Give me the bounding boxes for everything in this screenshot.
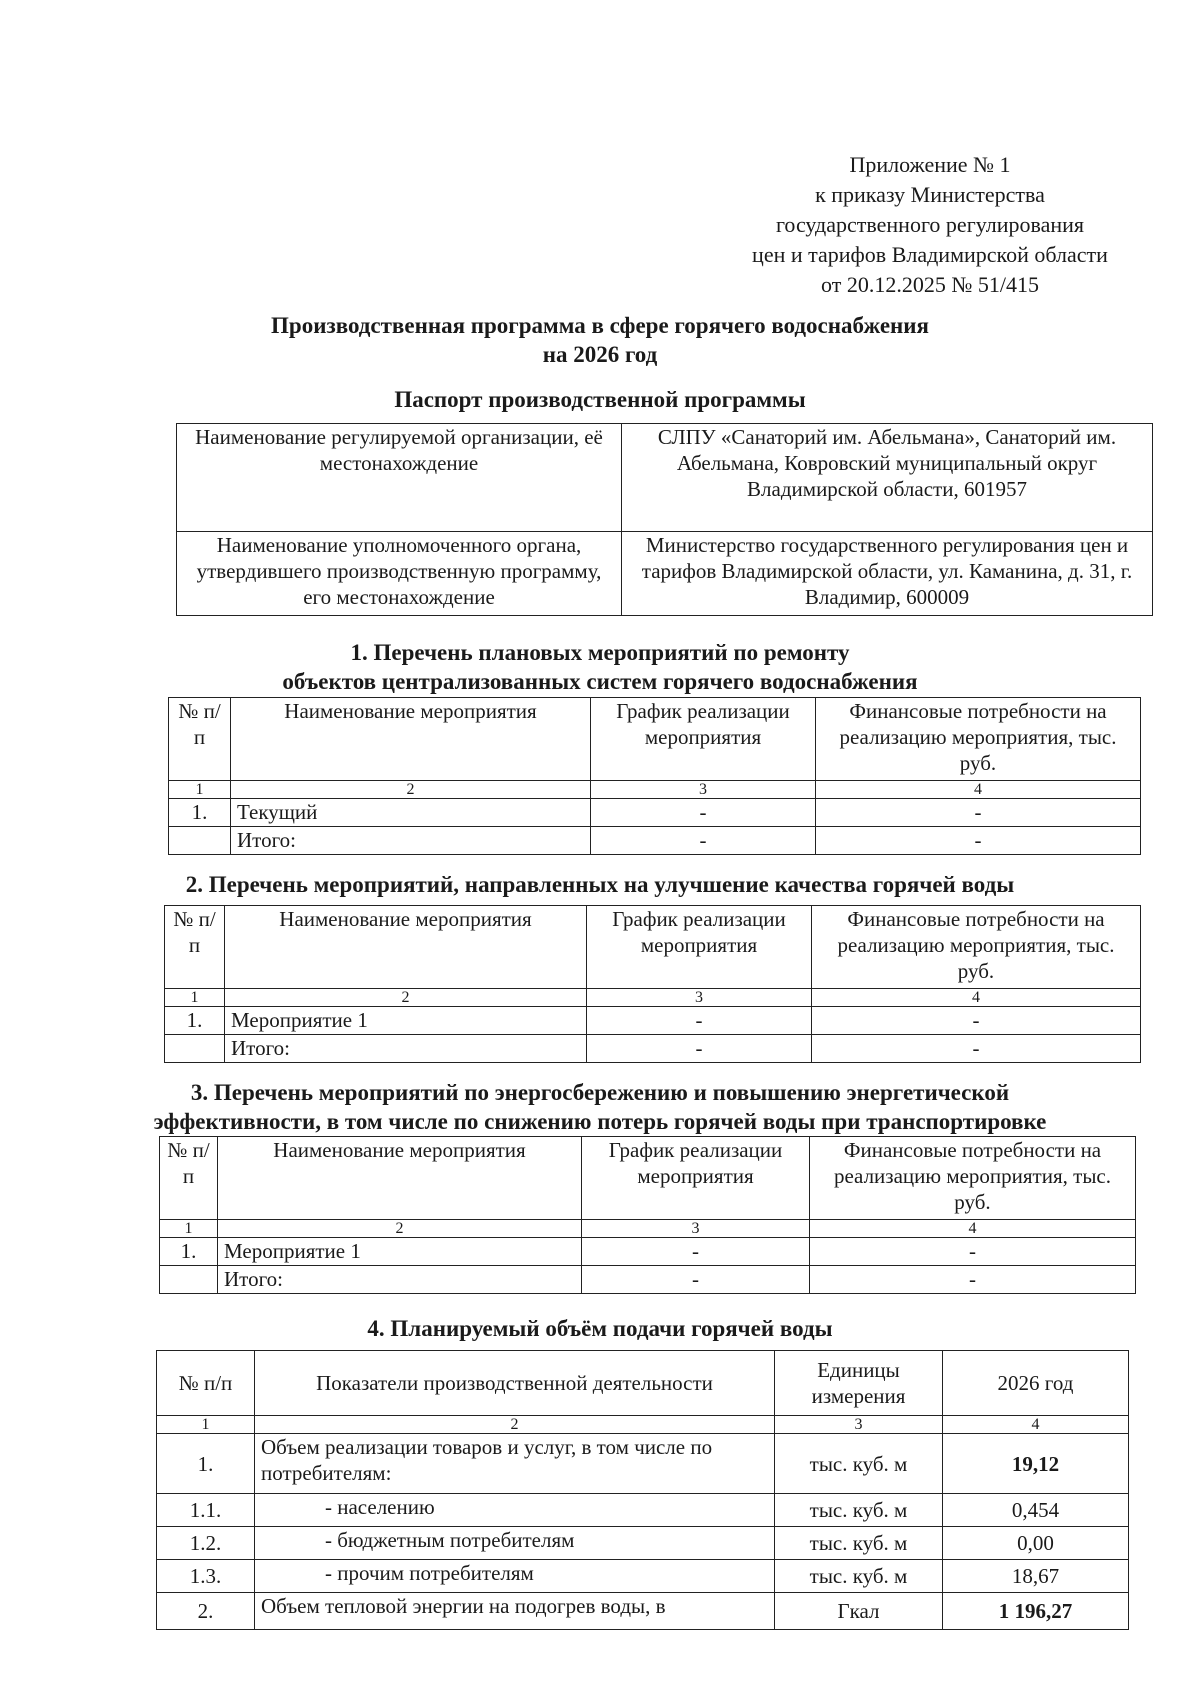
column-number-row xyxy=(157,1416,1129,1434)
row-schedule: - xyxy=(587,1007,812,1035)
col-number: 4 xyxy=(812,989,1141,1007)
row-value: 0,454 xyxy=(943,1494,1129,1527)
header-unit: Единицы измерения xyxy=(775,1351,943,1416)
table-header-row xyxy=(157,1351,1129,1416)
row-name: Мероприятие 1 xyxy=(225,1007,587,1035)
col-number: 3 xyxy=(775,1416,943,1434)
row-schedule: - xyxy=(582,1238,810,1266)
section2-table xyxy=(164,905,1141,1063)
row-unit: тыс. куб. м xyxy=(775,1527,943,1560)
passport-org-value: СЛПУ «Санаторий им. Абельмана», Санаторий им. Абельмана, Ковровский муниципальный округ Владимирской области, 601957 xyxy=(622,424,1153,532)
col-number: 3 xyxy=(582,1220,810,1238)
row-finance: - xyxy=(812,1007,1141,1035)
total-schedule: - xyxy=(587,1035,812,1063)
header-num: № п/п xyxy=(165,906,225,989)
section2-title: 2. Перечень мероприятий, направленных на улучшение качества горячей воды xyxy=(185,872,1015,897)
total-finance: - xyxy=(812,1035,1141,1063)
row-num: 1. xyxy=(165,1007,225,1035)
table-total-row xyxy=(169,827,1141,855)
appendix-line: Приложение № 1 xyxy=(849,152,1011,177)
row-schedule: - xyxy=(591,799,816,827)
total-label: Итого: xyxy=(231,827,591,855)
section3-title-line2: эффективности, в том числе по снижению потерь горячей воды при транспортировке xyxy=(153,1109,1047,1134)
row-indicator: - прочим потребителям xyxy=(255,1560,775,1593)
section4-table xyxy=(156,1350,1129,1630)
header-indicator: Показатели производственной деятельности xyxy=(255,1351,775,1416)
row-num: 1. xyxy=(157,1434,255,1494)
table-row xyxy=(177,532,1153,616)
total-schedule: - xyxy=(591,827,816,855)
row-indicator: - бюджетным потребителям xyxy=(255,1527,775,1560)
header-schedule: График реализации мероприятия xyxy=(582,1137,810,1220)
column-number-row xyxy=(169,781,1141,799)
header-num: № п/п xyxy=(157,1351,255,1416)
total-finance: - xyxy=(810,1266,1136,1294)
header-name: Наименование мероприятия xyxy=(231,698,591,781)
table-row xyxy=(165,1007,1141,1035)
row-finance: - xyxy=(816,799,1141,827)
table-row xyxy=(157,1560,1129,1593)
appendix-line: государственного регулирования xyxy=(775,212,1085,237)
passport-authority-label: Наименование уполномоченного органа, утвердившего производственную программу, его местонахождение xyxy=(177,532,622,616)
header-name: Наименование мероприятия xyxy=(218,1137,582,1220)
col-number: 4 xyxy=(816,781,1141,799)
section3-title xyxy=(90,1078,1110,1136)
total-finance: - xyxy=(816,827,1141,855)
section4-title: 4. Планируемый объём подачи горячей воды xyxy=(367,1316,833,1341)
row-value: 1 196,27 xyxy=(943,1593,1129,1630)
row-num: 2. xyxy=(157,1593,255,1630)
row-indicator: Объем реализации товаров и услуг, в том числе по потребителям: xyxy=(255,1434,775,1494)
col-number: 3 xyxy=(591,781,816,799)
row-name: Текущий xyxy=(231,799,591,827)
col-number: 1 xyxy=(160,1220,218,1238)
table-row xyxy=(157,1527,1129,1560)
header-schedule: График реализации мероприятия xyxy=(591,698,816,781)
row-value: 0,00 xyxy=(943,1527,1129,1560)
col-number: 4 xyxy=(810,1220,1136,1238)
header-num: № п/п xyxy=(160,1137,218,1220)
row-indicator: Объем тепловой энергии на подогрев воды, в xyxy=(255,1593,775,1630)
table-row xyxy=(157,1593,1129,1630)
total-label: Итого: xyxy=(225,1035,587,1063)
header-year: 2026 год xyxy=(943,1351,1129,1416)
total-label: Итого: xyxy=(218,1266,582,1294)
table-header-row xyxy=(165,906,1141,989)
appendix-line: от 20.12.2025 № 51/415 xyxy=(821,272,1039,297)
appendix-line: к приказу Министерства xyxy=(815,182,1045,207)
col-number: 2 xyxy=(218,1220,582,1238)
col-number: 1 xyxy=(157,1416,255,1434)
header-finance: Финансовые потребности на реализацию мероприятия, тыс. руб. xyxy=(810,1137,1136,1220)
table-row xyxy=(157,1434,1129,1494)
column-number-row xyxy=(160,1220,1136,1238)
section1-title xyxy=(150,638,1050,696)
row-num: 1. xyxy=(160,1238,218,1266)
row-unit: тыс. куб. м xyxy=(775,1434,943,1494)
passport-table xyxy=(176,423,1153,616)
row-num: 1. xyxy=(169,799,231,827)
row-num: 1.2. xyxy=(157,1527,255,1560)
table-total-row xyxy=(165,1035,1141,1063)
row-finance: - xyxy=(810,1238,1136,1266)
header-schedule: График реализации мероприятия xyxy=(587,906,812,989)
col-number: 1 xyxy=(169,781,231,799)
empty-cell xyxy=(160,1266,218,1294)
row-num: 1.1. xyxy=(157,1494,255,1527)
table-row xyxy=(169,799,1141,827)
row-num: 1.3. xyxy=(157,1560,255,1593)
section1-title-line2: объектов централизованных систем горячего водоснабжения xyxy=(282,669,918,694)
section3-table xyxy=(159,1136,1136,1294)
row-unit: тыс. куб. м xyxy=(775,1560,943,1593)
passport-org-label: Наименование регулируемой организации, её местонахождение xyxy=(177,424,622,532)
header-finance: Финансовые потребности на реализацию мероприятия, тыс. руб. xyxy=(816,698,1141,781)
column-number-row xyxy=(165,989,1141,1007)
section3-title-line1: 3. Перечень мероприятий по энергосбережению и повышению энергетической xyxy=(190,1080,1010,1105)
table-header-row xyxy=(169,698,1141,781)
row-unit: тыс. куб. м xyxy=(775,1494,943,1527)
total-schedule: - xyxy=(582,1266,810,1294)
empty-cell xyxy=(165,1035,225,1063)
row-unit: Гкал xyxy=(775,1593,943,1630)
section1-title-line1: 1. Перечень плановых мероприятий по ремонту xyxy=(350,640,850,665)
row-indicator: - населению xyxy=(255,1494,775,1527)
row-name: Мероприятие 1 xyxy=(218,1238,582,1266)
table-row xyxy=(160,1238,1136,1266)
header-finance: Финансовые потребности на реализацию мероприятия, тыс. руб. xyxy=(812,906,1141,989)
col-number: 4 xyxy=(943,1416,1129,1434)
header-num: № п/п xyxy=(169,698,231,781)
section1-table xyxy=(168,697,1141,855)
passport-authority-value: Министерство государственного регулирования цен и тарифов Владимирской области, ул. Каманина, д. 31, г. Владимир, 600009 xyxy=(622,532,1153,616)
program-title-line2: на 2026 год xyxy=(542,342,658,367)
table-header-row xyxy=(160,1137,1136,1220)
row-value: 18,67 xyxy=(943,1560,1129,1593)
col-number: 1 xyxy=(165,989,225,1007)
row-value: 19,12 xyxy=(943,1434,1129,1494)
header-name: Наименование мероприятия xyxy=(225,906,587,989)
empty-cell xyxy=(169,827,231,855)
col-number: 2 xyxy=(225,989,587,1007)
col-number: 2 xyxy=(231,781,591,799)
col-number: 2 xyxy=(255,1416,775,1434)
appendix-line: цен и тарифов Владимирской области xyxy=(752,242,1108,267)
table-total-row xyxy=(160,1266,1136,1294)
table-row xyxy=(157,1494,1129,1527)
col-number: 3 xyxy=(587,989,812,1007)
program-title xyxy=(150,311,1050,369)
program-title-line1: Производственная программа в сфере горячего водоснабжения xyxy=(271,313,929,338)
appendix-block xyxy=(700,150,1160,300)
table-row xyxy=(177,424,1153,532)
passport-title: Паспорт производственной программы xyxy=(394,387,806,412)
